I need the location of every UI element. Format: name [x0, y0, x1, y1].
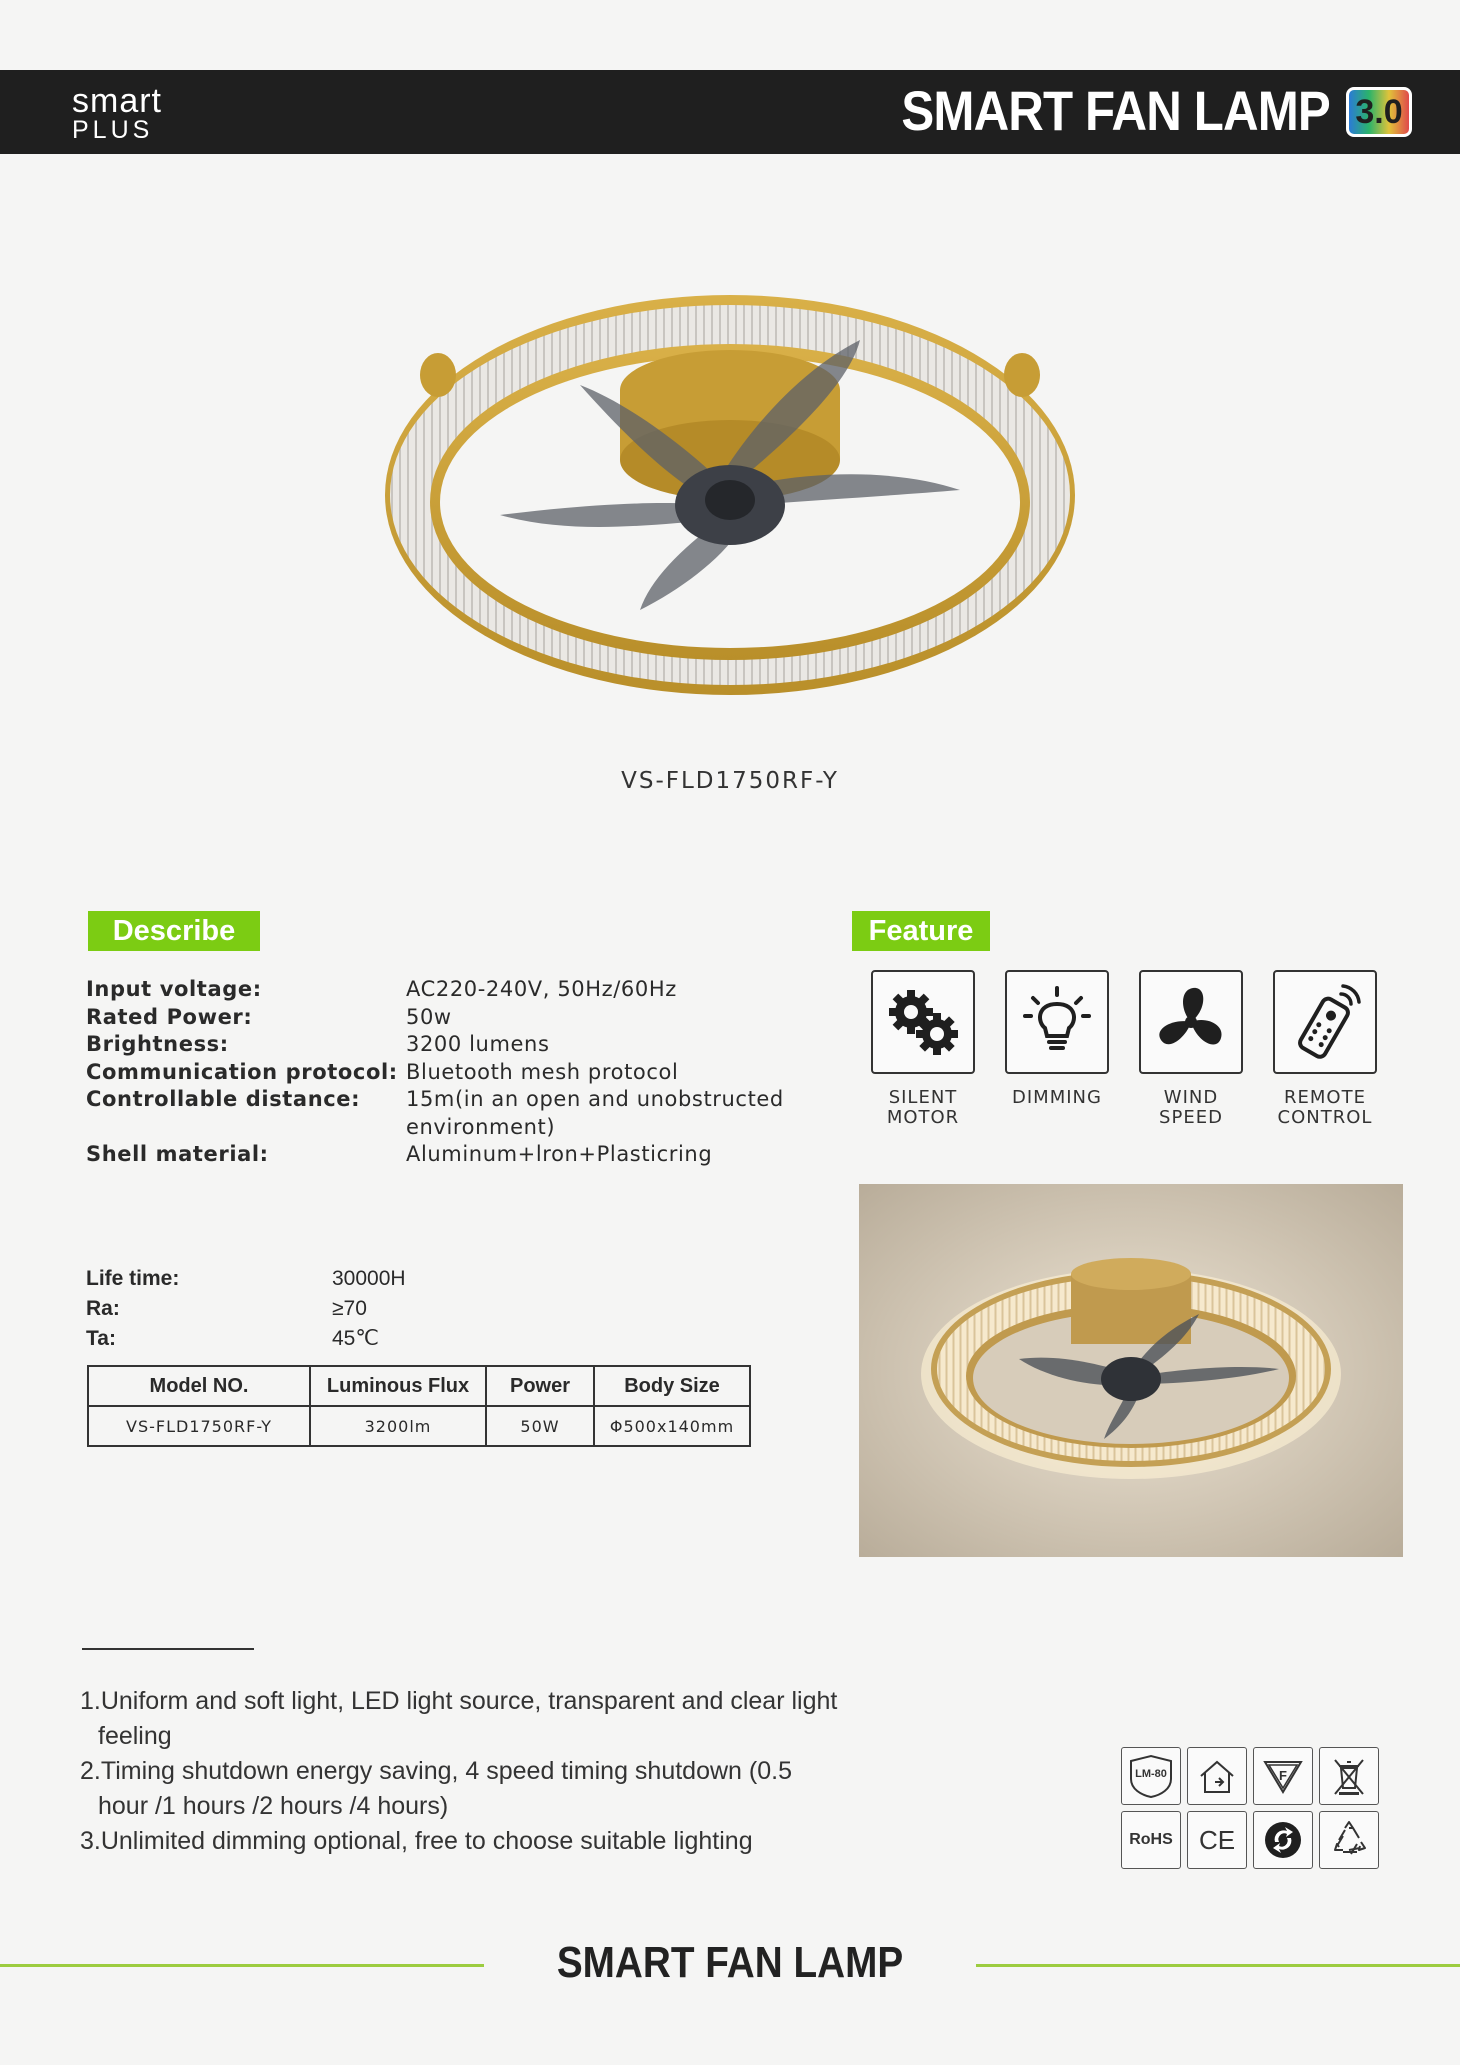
feature-caption [1258, 1088, 1392, 1128]
remote-icon [1273, 970, 1377, 1074]
spec-key: Controllable distance: [86, 1087, 361, 1111]
life-key: Ta: [86, 1327, 116, 1350]
spec-row [86, 976, 846, 1004]
spec-row [86, 1031, 846, 1059]
life-value: 30000H [332, 1267, 406, 1290]
indoor-use-icon [1187, 1747, 1247, 1805]
table-header-row [88, 1366, 750, 1406]
spec-value: Bluetooth mesh protocol [406, 1059, 679, 1084]
table-header: Body Size [594, 1366, 750, 1406]
model-caption: VS-FLD1750RF-Y [621, 768, 839, 794]
footer-title: SMART FAN LAMP [556, 1938, 904, 1987]
spec-key: Rated Power: [86, 1004, 253, 1029]
header-bar [0, 70, 1460, 154]
feature-caption-line: SPEED [1159, 1107, 1223, 1128]
spec-value: AC220-240V, 50Hz/60Hz [406, 977, 677, 1001]
feature-caption [856, 1088, 990, 1128]
fan-icon [1139, 970, 1243, 1074]
feature-caption-line: DIMMING [1012, 1087, 1102, 1108]
ce-icon: CE [1187, 1811, 1247, 1869]
logo-line2: PLUS [72, 116, 154, 144]
feature-icons [856, 970, 1376, 1130]
life-key: Ra: [86, 1297, 120, 1320]
spec-row [86, 1059, 846, 1087]
feature-remote-control [1258, 970, 1392, 1128]
feature-caption-line: SILENT [888, 1087, 958, 1108]
brand-logo [72, 84, 162, 143]
life-row [86, 1294, 546, 1324]
table-cell: Φ500x140mm [594, 1406, 750, 1446]
lm80-icon [1121, 1747, 1181, 1805]
life-row [86, 1264, 546, 1294]
feature-wind-speed [1124, 970, 1258, 1128]
feature-label: Feature [852, 911, 990, 951]
spec-value: Aluminum+lron+Plasticring [406, 1142, 713, 1166]
room-photo [859, 1184, 1403, 1557]
list-item: 1.Uniform and soft light, LED light source, transparent and clear light feeling [80, 1687, 838, 1750]
table-header: Luminous Flux [310, 1366, 486, 1406]
recycle-icon [1319, 1811, 1379, 1869]
list-item: 2.Timing shutdown energy saving, 4 speed timing shutdown (0.5 hour /1 hours /2 hours /4 hours) [80, 1757, 792, 1820]
spec-table [87, 1365, 751, 1447]
benefits-list [80, 1684, 840, 1859]
table-cell: 3200lm [310, 1406, 486, 1446]
gears-icon [871, 970, 975, 1074]
spec-key: Brightness: [86, 1032, 229, 1056]
life-list [86, 1264, 546, 1354]
table-header: Power [486, 1366, 594, 1406]
spec-key: Communication protocol: [86, 1059, 398, 1084]
feature-caption-line: WIND [1163, 1087, 1219, 1108]
rohs-icon: RoHS [1121, 1811, 1181, 1869]
spec-value: 15m(in an open and unobstructed environment) [406, 1087, 784, 1139]
table-cell: 50W [486, 1406, 594, 1446]
f-mark-icon [1253, 1747, 1313, 1805]
feature-caption-line: CONTROL [1277, 1107, 1373, 1128]
spec-row [86, 1086, 846, 1141]
spec-row [86, 1004, 846, 1032]
weee-bin-icon [1319, 1747, 1379, 1805]
feature-caption [1124, 1088, 1258, 1128]
lm80-text: LM-80 [1135, 1768, 1167, 1780]
spec-key: Input voltage: [86, 977, 262, 1001]
spec-value: 50w [406, 1004, 452, 1029]
spec-list [86, 976, 846, 1169]
bulb-icon [1005, 970, 1109, 1074]
spec-value: 3200 lumens [406, 1032, 550, 1056]
product-image [380, 280, 1080, 720]
certification-icons [1121, 1747, 1381, 1875]
feature-silent-motor [856, 970, 990, 1128]
feature-caption [990, 1088, 1124, 1108]
table-row [88, 1406, 750, 1446]
feature-dimming [990, 970, 1124, 1108]
header-title: SMART FAN LAMP [901, 79, 1330, 142]
logo-line1: smart [72, 82, 162, 120]
describe-label: Describe [88, 911, 260, 951]
life-value: 45℃ [332, 1327, 379, 1350]
life-value: ≥70 [332, 1297, 367, 1320]
life-key: Life time: [86, 1267, 180, 1290]
table-header: Model NO. [88, 1366, 310, 1406]
svg-text:F: F [1279, 1768, 1287, 1783]
feature-caption-line: MOTOR [886, 1107, 960, 1128]
list-item: 3.Unlimited dimming optional, free to choose suitable lighting [80, 1827, 753, 1855]
life-row [86, 1324, 546, 1354]
spec-row [86, 1141, 846, 1169]
version-badge: 3.0 [1346, 87, 1412, 137]
divider [82, 1648, 254, 1650]
table-cell: VS-FLD1750RF-Y [88, 1406, 310, 1446]
feature-caption-line: REMOTE [1284, 1087, 1366, 1108]
spec-key: Shell material: [86, 1142, 269, 1166]
green-dot-icon [1253, 1811, 1313, 1869]
